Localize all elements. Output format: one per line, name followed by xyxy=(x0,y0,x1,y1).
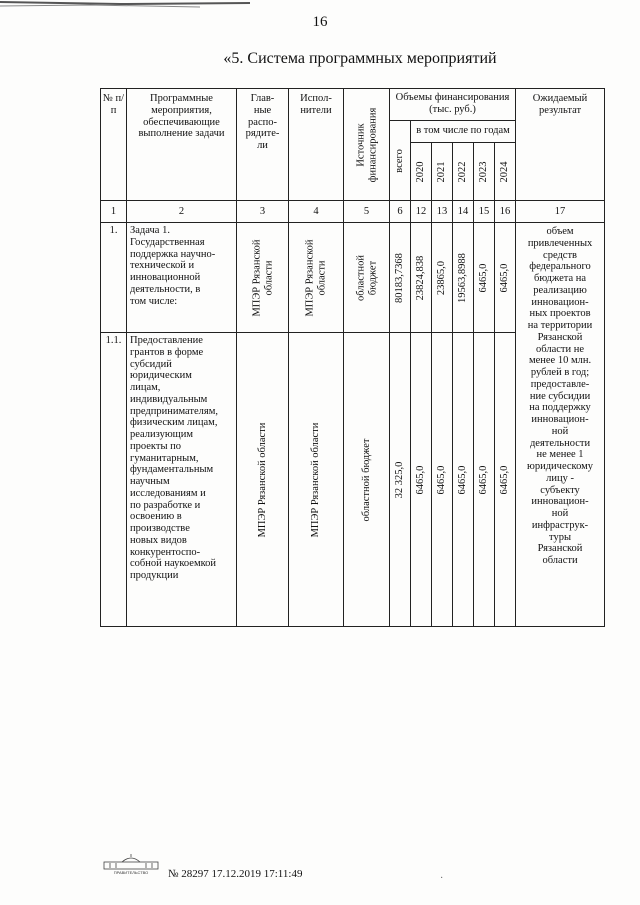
row-num: 1.1. xyxy=(101,333,127,627)
header-managers: Глав- ные распо- рядите- ли xyxy=(237,89,289,201)
row-year-value: 6465,0 xyxy=(453,333,474,627)
logo-caption: ПРАВИТЕЛЬСТВО xyxy=(113,870,149,875)
row-year-value: 6465,0 xyxy=(474,223,495,333)
column-number: 3 xyxy=(237,201,289,223)
row-year-value: 19563,8988 xyxy=(453,223,474,333)
column-number: 13 xyxy=(432,201,453,223)
scan-artifact xyxy=(0,0,260,12)
row-num: 1. xyxy=(101,223,127,333)
header-executors: Испол- нители xyxy=(289,89,344,201)
column-number: 5 xyxy=(344,201,390,223)
column-number: 2 xyxy=(127,201,237,223)
scan-speck: · xyxy=(440,873,444,884)
header-num: № п/п xyxy=(101,89,127,201)
government-building-logo xyxy=(100,853,162,875)
row-manager: МПЭР Рязанской области xyxy=(237,333,289,627)
row-year-value: 6465,0 xyxy=(495,333,516,627)
row-year-value: 6465,0 xyxy=(411,333,432,627)
header-year: 2021 xyxy=(432,143,453,201)
column-number: 14 xyxy=(453,201,474,223)
row-activity: Задача 1. Государственная поддержка научно- технической и инновационной деятельности, в том числе: xyxy=(127,223,237,333)
column-number: 6 xyxy=(390,201,411,223)
header-year: 2022 xyxy=(453,143,474,201)
column-number: 16 xyxy=(495,201,516,223)
row-executor: МПЭР Рязанской области xyxy=(289,333,344,627)
column-number: 17 xyxy=(516,201,605,223)
header-result: Ожидаемый результат xyxy=(516,89,605,201)
row-source: областной бюджет xyxy=(344,223,390,333)
row-year-value: 23824,838 xyxy=(411,223,432,333)
header-activities: Программные мероприятия, обеспечивающие выполнение задачи xyxy=(127,89,237,201)
row-year-value: 6465,0 xyxy=(495,223,516,333)
table-row xyxy=(101,223,605,333)
program-activities-table xyxy=(100,88,605,627)
column-number: 1 xyxy=(101,201,127,223)
header-year: 2024 xyxy=(495,143,516,201)
header-year: 2023 xyxy=(474,143,495,201)
row-year-value: 6465,0 xyxy=(474,333,495,627)
expected-result: объем привлеченных средств федерального бюджета на реализацию инновацион- ных проектов на территории Рязанской области не менее 10 млн. рублей в год; предоставле- ние субсидии на поддержку инновацион- ной деятельности не менее 1 юридическому лицу - субъекту инновацион- ной инфраструк- туры Рязанской области xyxy=(516,223,605,627)
header-source: Источник финансирования xyxy=(344,89,390,201)
row-source: областной бюджет xyxy=(344,333,390,627)
row-year-value: 23865,0 xyxy=(432,223,453,333)
page-number: 16 xyxy=(312,14,328,30)
row-manager: МПЭР Рязанской области xyxy=(237,223,289,333)
column-number-row xyxy=(101,201,605,223)
header-total: всего xyxy=(390,121,411,201)
registration-stamp: № 28297 17.12.2019 17:11:49 xyxy=(168,868,303,880)
row-executor: МПЭР Рязанской области xyxy=(289,223,344,333)
section-title: «5. Система программных мероприятий xyxy=(223,50,497,67)
row-year-value: 6465,0 xyxy=(432,333,453,627)
header-year: 2020 xyxy=(411,143,432,201)
row-activity: Предоставление грантов в форме субсидий юридическим лицам, индивидуальным предпринимателям, физическим лицам, реализующим проекты по гуманитарным, фундаментальным научным исследованиям и по разработке и освоению в производстве новых видов конкурентоспо- собной наукоемкой продукции xyxy=(127,333,237,627)
row-total: 80183,7368 xyxy=(390,223,411,333)
column-number: 12 xyxy=(411,201,432,223)
header-volumes: Объемы финансирования (тыс. руб.) xyxy=(390,89,516,121)
column-number: 15 xyxy=(474,201,495,223)
row-total: 32 325,0 xyxy=(390,333,411,627)
header-by-years: в том числе по годам xyxy=(411,121,516,143)
column-number: 4 xyxy=(289,201,344,223)
